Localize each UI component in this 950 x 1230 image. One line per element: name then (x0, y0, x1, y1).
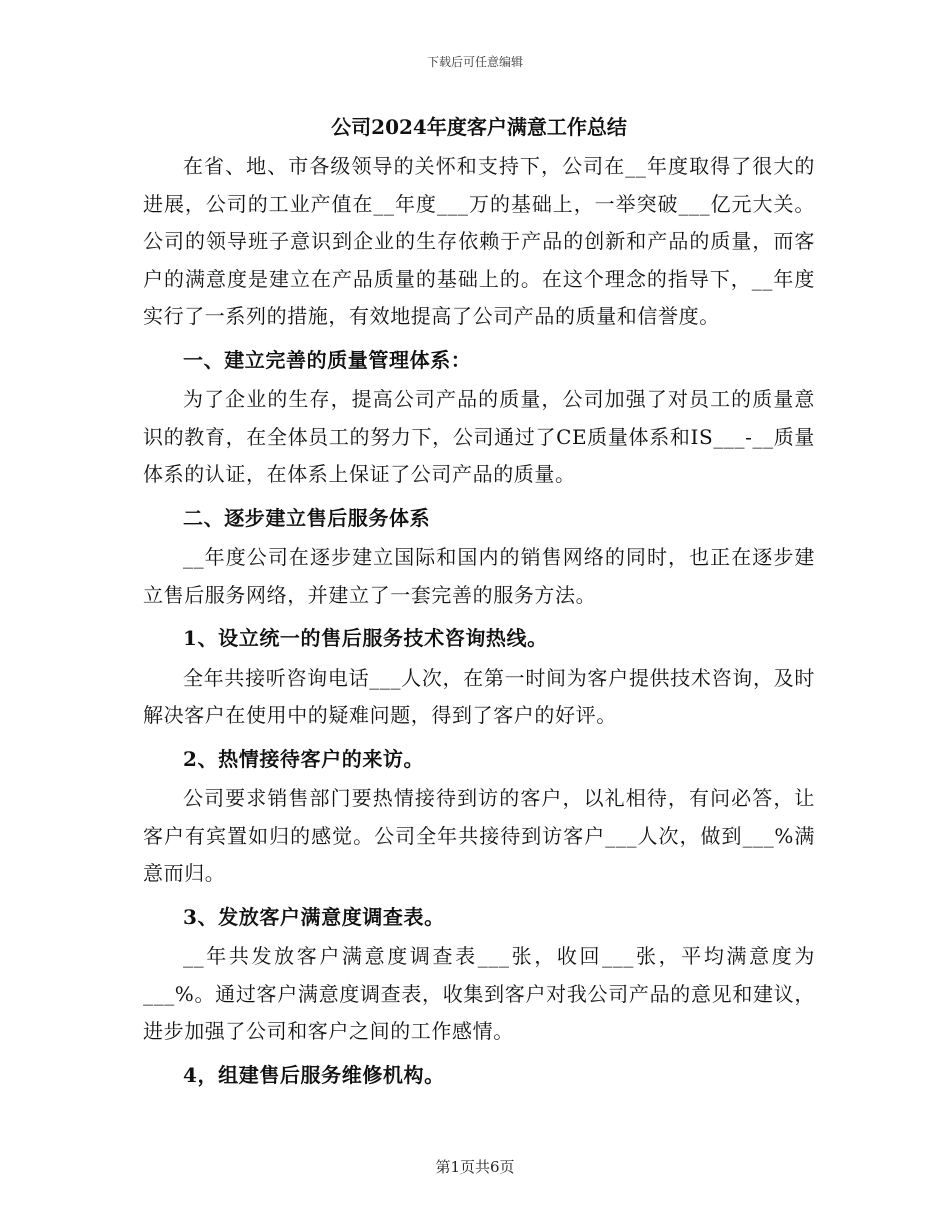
document-title: 公司2024年度客户满意工作总结 (331, 115, 627, 139)
item3-heading: 3、发放客户满意度调查表。 (183, 904, 445, 929)
item2-paragraph: 公司要求销售部门要热情接待到访的客户，以礼相待，有问必答，让客户有宾置如归的感觉。公司全年共接待到访客户___人次，做到___%满意而归。 (143, 786, 815, 885)
document-body (143, 108, 815, 1096)
section1-heading: 一、建立完善的质量管理体系： (183, 347, 472, 372)
intro-paragraph: 在省、地、市各级领导的关怀和支持下，公司在__年度取得了很大的进展，公司的工业产值在__年度___万的基础上，一举突破___亿元大关。公司的领导班子意识到企业的生存依赖于产品的创新和产品的质量，而客户的满意度是建立在产品质量的基础上的。在这个理念的指导下，__年度实行了一系列的措施，有效地提高了公司产品的质量和信誉度。 (143, 154, 815, 328)
item1-paragraph: 全年共接听咨询电话___人次，在第一时间为客户提供技术咨询，及时解决客户在使用中的疑难问题，得到了客户的好评。 (143, 665, 815, 727)
section2-paragraph: __年度公司在逐步建立国际和国内的销售网络的同时，也正在逐步建立售后服务网络，并建立了一套完善的服务方法。 (143, 545, 815, 607)
item4-heading: 4，组建售后服务维修机构。 (183, 1062, 445, 1087)
item3-paragraph: __年共发放客户满意度调查表___张，收回___张，平均满意度为___%。通过客户满意度调查表，收集到客户对我公司产品的意见和建议，进步加强了公司和客户之间的工作感情。 (143, 944, 815, 1043)
header-note: 下载后可任意编辑 (426, 55, 523, 69)
page-number: 第1页共6页 (435, 1158, 515, 1176)
item1-heading: 1、设立统一的售后服务技术咨询热线。 (183, 626, 548, 650)
section2-heading: 二、逐步建立售后服务体系 (183, 505, 431, 530)
section1-paragraph: 为了企业的生存，提高公司产品的质量，公司加强了对员工的质量意识的教育，在全体员工的努力下，公司通过了CE质量体系和IS___-__质量体系的认证，在体系上保证了公司产品的质量。 (143, 387, 815, 486)
item2-heading: 2、热情接待客户的来访。 (183, 746, 425, 771)
